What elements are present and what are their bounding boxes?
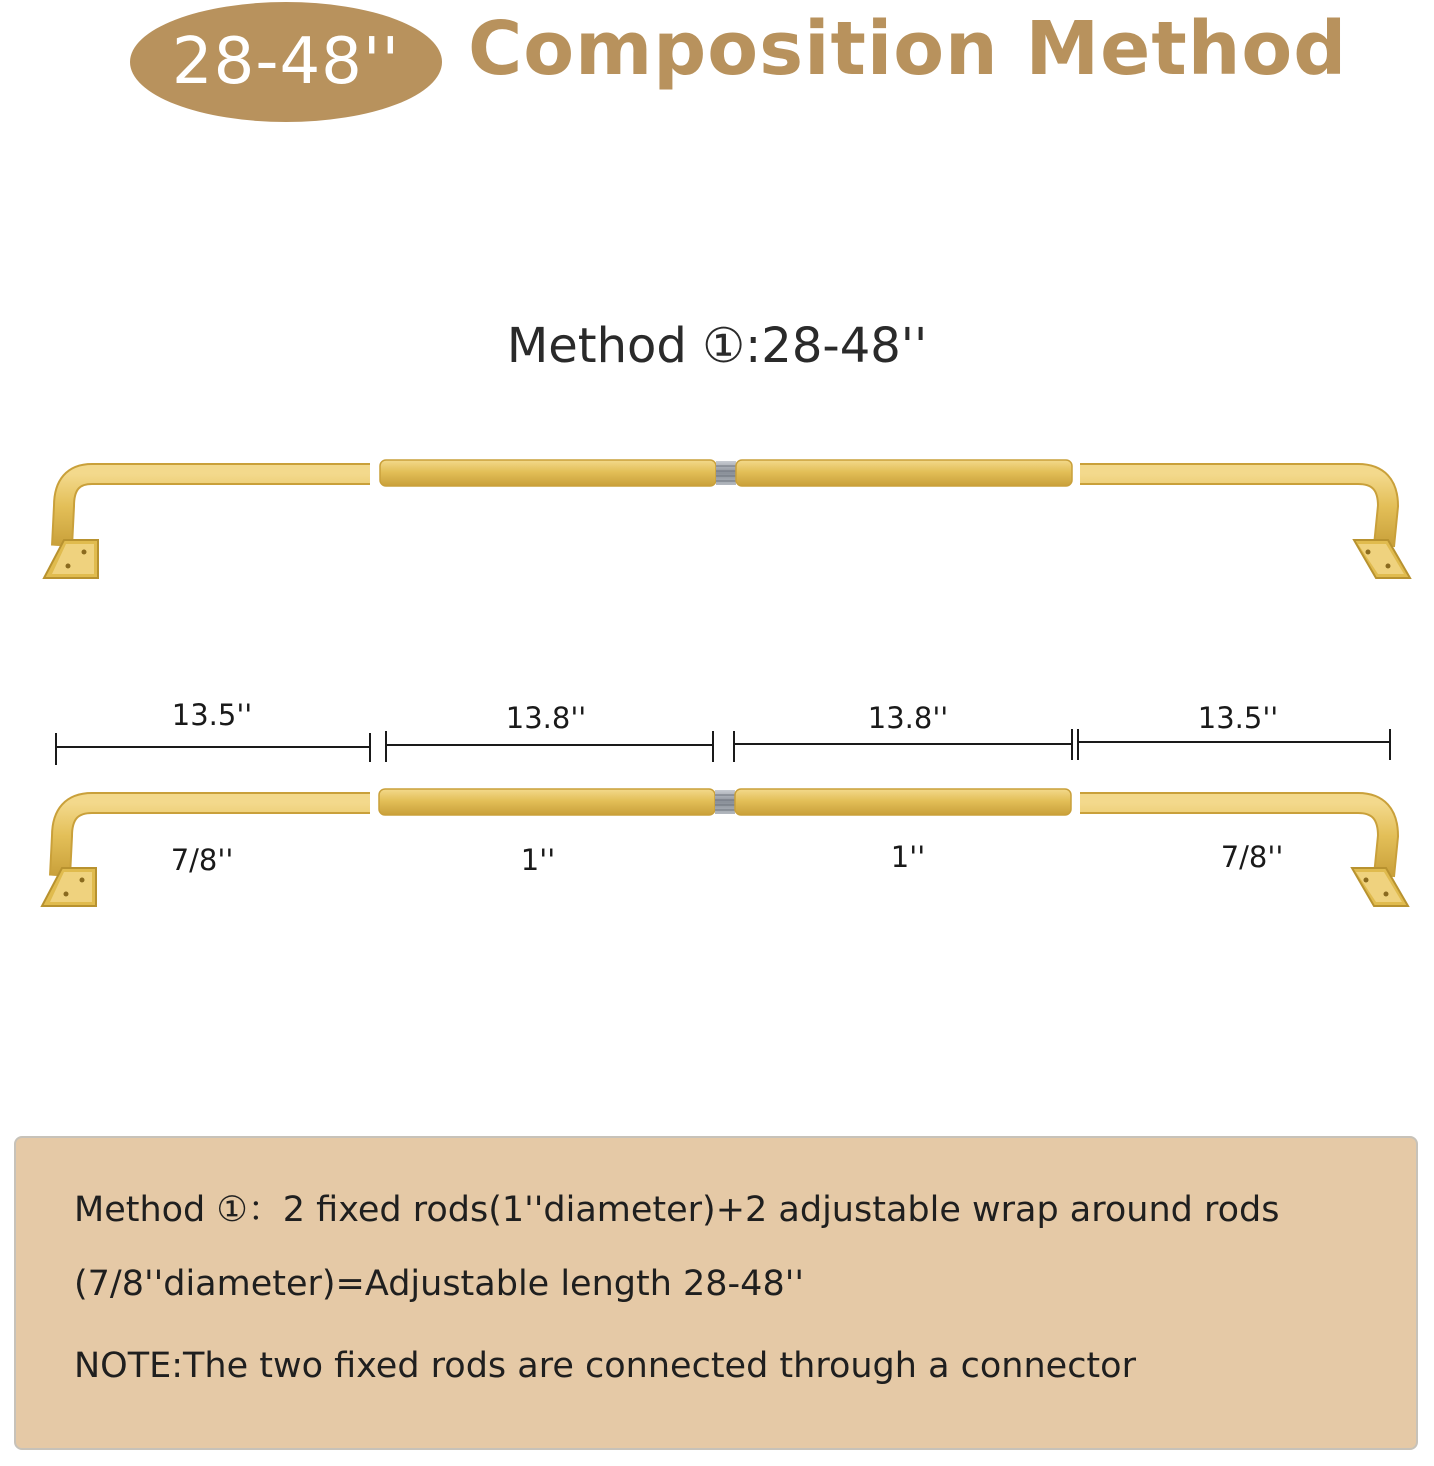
rod-assembly-bottom	[42, 789, 1408, 906]
length-label-right-fixed: 13.8''	[867, 701, 949, 735]
connector	[716, 461, 736, 485]
left-wrap-rod	[44, 474, 370, 578]
rod-assembly-top	[44, 460, 1410, 578]
dimension-line-left-wrap	[56, 733, 370, 765]
dimension-line-left-fixed	[386, 731, 713, 762]
fixed-rod-left	[379, 789, 715, 815]
badge-text: 28-48''	[171, 25, 401, 99]
length-label-left-fixed: 13.8''	[505, 701, 587, 735]
note-line-2: (7/8''diameter)=Adjustable length 28-48''	[74, 1264, 804, 1304]
diameter-label-left-wrap: 7/8''	[170, 843, 234, 877]
method-note-box	[14, 1136, 1418, 1450]
page-title: Composition Method	[468, 6, 1348, 92]
method-title: Method ①:28-48''	[506, 318, 928, 374]
note-line-1: Method ①：2 fixed rods(1''diameter)+2 adjustable wrap around rods	[74, 1190, 1280, 1230]
fixed-rod-right	[736, 460, 1072, 486]
dimension-lines	[56, 729, 1390, 765]
diameter-label-right-wrap: 7/8''	[1220, 840, 1284, 874]
fixed-rod-left	[380, 460, 716, 486]
right-wrap-rod	[1080, 474, 1410, 578]
length-label-left-wrap: 13.5''	[171, 698, 253, 732]
length-label-right-wrap: 13.5''	[1197, 701, 1279, 735]
diameter-label-right-fixed: 1''	[890, 840, 926, 874]
diameter-label-left-fixed: 1''	[520, 843, 556, 877]
note-line-3: NOTE:The two fixed rods are connected through a connector	[74, 1346, 1136, 1386]
fixed-rod-right	[735, 789, 1071, 815]
connector	[715, 790, 735, 814]
